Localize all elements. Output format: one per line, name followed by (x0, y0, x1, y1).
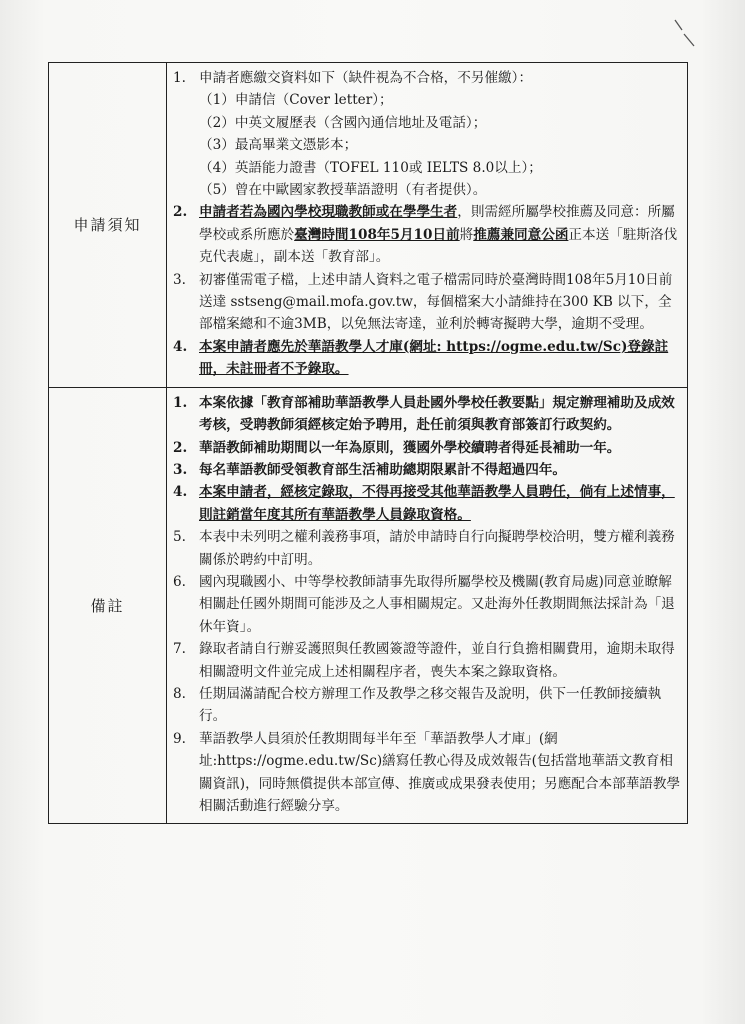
item-number: 5. (173, 529, 186, 546)
item-number: 4. (173, 484, 188, 501)
remark-item-9 (173, 728, 681, 818)
subitem-3: （3）最高畢業文憑影本； (199, 137, 358, 154)
remarks-row (49, 387, 688, 824)
document-emphasis: 推薦兼同意公函 (473, 226, 569, 243)
item-number: 3. (173, 271, 186, 288)
remark-item-5 (173, 526, 681, 571)
item-number: 6. (173, 573, 186, 590)
remark-item-4 (173, 481, 681, 526)
subitem-1: （1）申請信（Cover letter）； (199, 92, 393, 109)
item-number: 8. (173, 685, 186, 702)
application-notes-row (49, 63, 688, 388)
item-text: 本案依據「教育部補助華語教學人員赴國外學校任教要點」規定辦理補助及成效考核，受聘教師須經核定始予聘用，赴任前須與教育部簽訂行政契約。 (199, 394, 675, 434)
item-text: 本表中未列明之權利義務事項，請於申請時自行向擬聘學校洽明，雙方權利義務關係於聘約中訂明。 (199, 529, 675, 568)
subitem-4: （4）英語能力證書（TOFEL 110或 IELTS 8.0以上）； (199, 159, 542, 176)
item-number: 3. (173, 461, 188, 478)
notes-item-3 (173, 269, 681, 336)
application-notes-label: 申請須知 (49, 63, 167, 388)
item-text: 本案申請者應先於華語教學人才庫(網址: https://ogme.edu.tw/Sc)登錄註冊，未註冊者不予錄取。 (199, 338, 669, 378)
subitem-5: （5）曾在中歐國家教授華語證明（有者提供）。 (199, 182, 487, 199)
remark-item-3 (173, 459, 681, 481)
item-text: 申請者應繳交資料如下（缺件視為不合格，不另催繳）： (199, 70, 533, 86)
notes-item-4 (173, 336, 681, 381)
remark-item-8 (173, 683, 681, 728)
deadline-emphasis: 臺灣時間108年5月10日前 (294, 226, 460, 243)
item-number: 1. (173, 70, 186, 86)
item-number: 2. (173, 439, 188, 456)
subitem-2: （2）中英文履歷表（含國內通信地址及電話）； (199, 114, 487, 131)
application-notes-content (167, 63, 688, 388)
remarks-label: 備註 (49, 387, 167, 824)
item-text: 國內現職國小、中等學校教師請事先取得所屬學校及機關(教育局處)同意並瞭解相關赴任國外期間可能涉及之人事相關規定。又赴海外任教期間無法採計為「退休年資」。 (199, 573, 675, 635)
remark-item-7 (173, 638, 681, 683)
item-text: 錄取者請自行辦妥護照與任教國簽證等證件，並自行負擔相關費用，逾期未取得相關證明文件並完成上述相關程序者，喪失本案之錄取資格。 (199, 641, 675, 680)
item-number: 7. (173, 641, 186, 658)
item-text-emphasis: 申請者若為國內學校現職教師或在學學生者 (199, 204, 458, 221)
item-text: 初審僅需電子檔，上述申請人資料之電子檔需同時於臺灣時間108年5月10日前送達 sstseng@mail.mofa.gov.tw，每個檔案大小請維持在300 KB 以下，全部檔案總和不逾3MB，以免無法寄達，並利於轉寄擬聘大學，逾期不受理。 (199, 271, 673, 333)
scan-artifact-mark (672, 18, 698, 48)
item-number: 1. (173, 394, 188, 411)
remark-item-1 (173, 392, 681, 437)
notes-item-2 (173, 201, 681, 268)
notice-table (48, 62, 688, 824)
item-text: 本案申請者，經核定錄取，不得再接受其他華語教學人員聘任，倘有上述情事，則註銷當年度其所有華語教學人員錄取資格。 (199, 484, 675, 523)
remark-item-6 (173, 571, 681, 638)
item-number: 9. (173, 730, 186, 747)
item-text: 華語教學人員須於任教期間每半年至「華語教學人才庫」(網址:https://ogme.edu.tw/Sc)繕寫任教心得及成效報告(包括當地華語文教育相關資訊)，同時無償提供本部宣傳、推廣或成果發表使用；另應配合本部華語教學相關活動進行經驗分享。 (199, 730, 681, 814)
item-text: 任期屆滿請配合校方辦理工作及教學之移交報告及說明，供下一任教師接續執行。 (199, 685, 662, 725)
item-text: 每名華語教師受領教育部生活補助總期限累計不得超過四年。 (199, 461, 567, 478)
notes-item-1 (173, 67, 681, 201)
remarks-content (167, 387, 688, 824)
item-number: 2. (173, 204, 188, 221)
remark-item-2 (173, 437, 681, 459)
item-text: 正本送「駐斯洛伐克代表處」，副本送「教育部」。 (199, 226, 678, 266)
item-text: ，則需經所屬學校推薦及同意：所屬學校或系所應於 (199, 204, 675, 243)
item-number: 4. (173, 338, 188, 355)
item-text: 華語教師補助期間以一年為原則，獲國外學校續聘者得延長補助一年。 (199, 439, 621, 456)
item-text: 將 (459, 226, 474, 243)
